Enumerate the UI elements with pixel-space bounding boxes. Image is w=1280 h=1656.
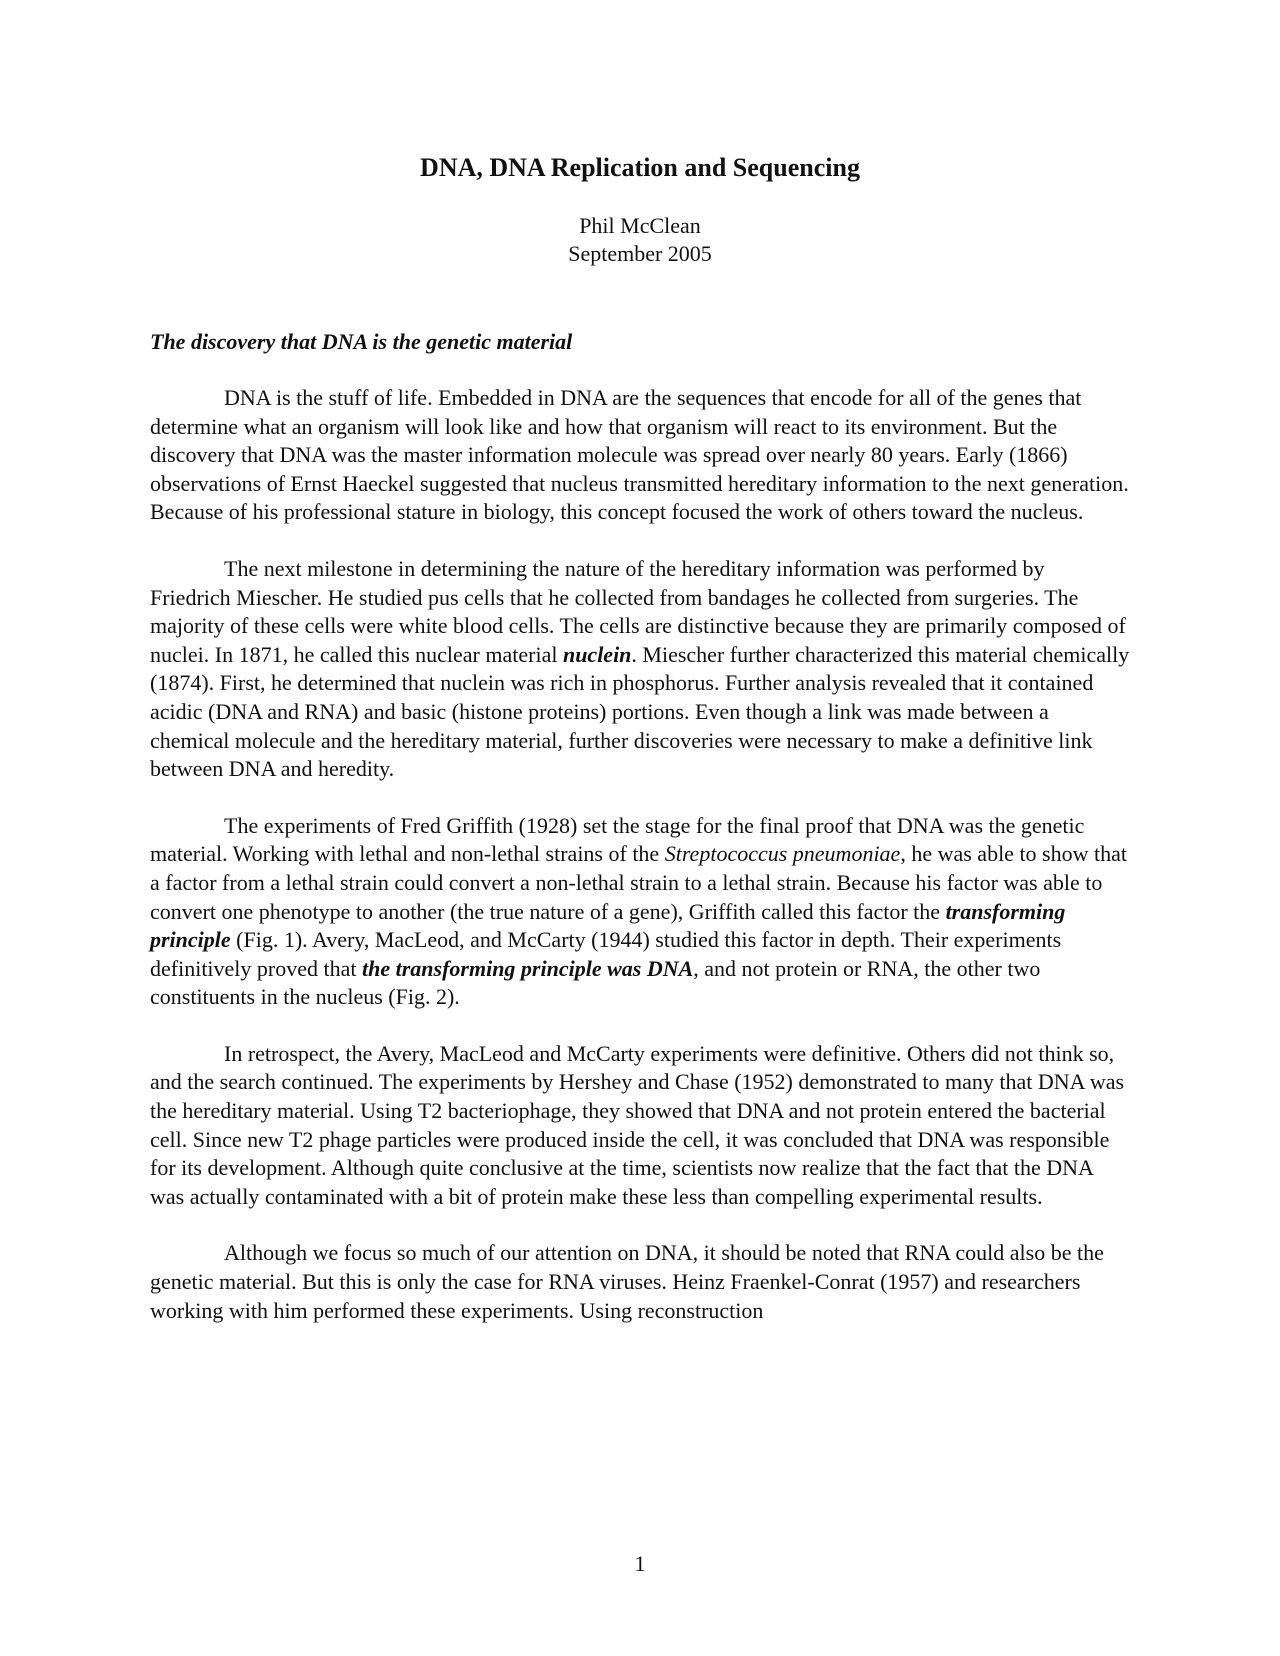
paragraph-5	[150, 1239, 1130, 1325]
paragraph-text: . Miescher further characterized this material chemically (1874). First, he determined that nuclein was rich in phosphorus. Further analysis revealed that it contained acidic (DNA and RNA) and basic (histone proteins) portions. Even though a link was made between a chemical molecule and the hereditary material, further discoveries were necessary to make a definitive link between DNA and heredity.	[150, 641, 1130, 782]
document-date: September 2005	[568, 241, 712, 266]
paragraph-2	[150, 555, 1130, 784]
paragraph-text: DNA is the stuff of life. Embedded in DNA are the sequences that encode for all of the genes that determine what an organism will look like and how that organism will react to its environment. But the discovery that DNA was the master information molecule was spread over nearly 80 years. Early (1866) observations of Ernst Haeckel suggested that nucleus transmitted hereditary information to the next generation. Because of his professional stature in biology, this concept focused the work of others toward the nucleus.	[150, 385, 1129, 525]
paragraph-text: , and not protein or RNA, the other two constituents in the nucleus (Fig. 2).	[150, 955, 1041, 1010]
page-number: 1	[634, 1551, 646, 1576]
paragraph-text: In retrospect, the Avery, MacLeod and McCarty experiments were definitive. Others did not think so, and the search continued. The experiments by Hershey and Chase (1952) demonstrated to many that DNA was the hereditary material. Using T2 bacteriophage, they showed that DNA and not protein entered the bacterial cell. Since new T2 phage particles were produced inside the cell, it was concluded that DNA was responsible for its development. Although quite conclusive at the time, scientists now realize that the fact that the DNA was actually contaminated with a bit of protein make these less than compelling experimental results.	[150, 1040, 1125, 1209]
emphasized-term-transforming-principle: transforming principle	[150, 898, 1066, 953]
paragraph-text: , he was able to show that a factor from a lethal strain could convert a non-lethal strain to a lethal strain. Because his factor was able to convert one phenotype to another (the true nature of a gene), Griffith called this factor the	[150, 841, 1127, 924]
author-name: Phil McClean	[579, 213, 701, 238]
paragraph-text: The experiments of Fred Griffith (1928) set the stage for the final proof that DNA was the genetic material. Working with lethal and non-lethal strains of the	[150, 812, 1085, 867]
paragraph-text: The next milestone in determining the nature of the hereditary information was performed by Friedrich Miescher. He studied pus cells that he collected from bandages he collected from surgeries. The majority of these cells were white blood cells. The cells are distinctive because they are primarily composed of nuclei. In 1871, he called this nuclear material	[150, 555, 1126, 667]
paragraph-text: (Fig. 1). Avery, MacLeod, and McCarty (1944) studied this factor in depth. Their experiments definitively proved that	[150, 927, 1062, 981]
emphasized-term-nuclein: nuclein	[562, 641, 632, 667]
body-text	[150, 384, 1130, 1325]
paragraph-text: Although we focus so much of our attention on DNA, it should be noted that RNA could also be the genetic material. But this is only the case for RNA viruses. Heinz Fraenkel-Conrat (1957) and researchers working with him performed these experiments. Using reconstruction	[150, 1240, 1104, 1323]
paragraph-1	[150, 384, 1130, 527]
emphasized-conclusion: the transforming principle was DNA	[362, 955, 694, 981]
section-heading: The discovery that DNA is the genetic material	[150, 329, 573, 354]
paragraph-3	[150, 812, 1130, 1012]
species-name: Streptococcus pneumoniae	[664, 841, 901, 867]
document-title: DNA, DNA Replication and Sequencing	[420, 153, 860, 182]
paragraph-4	[150, 1040, 1130, 1212]
